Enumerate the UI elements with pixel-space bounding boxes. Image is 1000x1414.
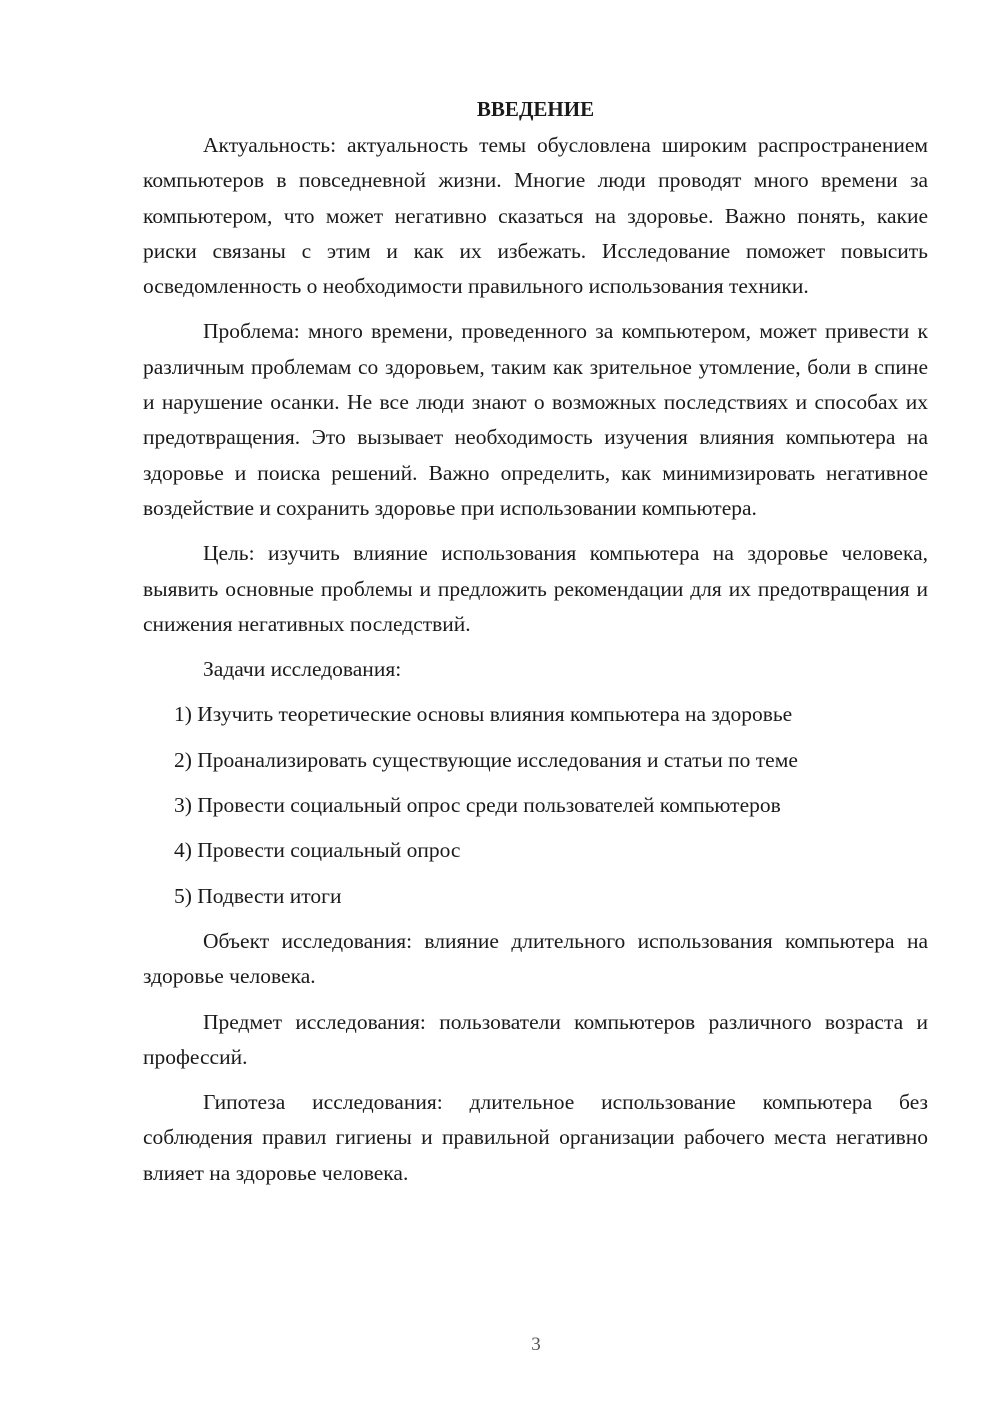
task-item-4: 4) Провести социальный опрос <box>174 838 461 863</box>
paragraph-object: Объект исследования: влияние длительного использования компьютера на здоровье человека. <box>143 928 928 989</box>
paragraph-subject: Предмет исследования: пользователи компьютеров различного возраста и профессий. <box>143 1009 928 1069</box>
paragraph-goal: Цель: изучить влияние использования компьютера на здоровье человека, выявить основные проблемы и предложить рекомендации для их предотвращения и снижения негативных последствий. <box>143 541 928 636</box>
tasks-label: Задачи исследования: <box>203 657 402 682</box>
paragraph-hypothesis: Гипотеза исследования: длительное использование компьютера без соблюдения правил гигиены и правильной организации рабочего места негативно влияет на здоровье человека. <box>143 1090 928 1185</box>
page-number: 3 <box>531 1334 541 1355</box>
paragraph-relevance: Актуальность: актуальность темы обусловлена широким распространением компьютеров в повседневной жизни. Многие люди проводят много времени за компьютером, что может негативно сказаться на здоровье. Важно понять, какие риски связаны с этим и как их избежать. Исследование поможет повысить осведомленность о необходимости правильного использования техники. <box>143 133 928 299</box>
paragraph-problem: Проблема: много времени, проведенного за компьютером, может привести к различным проблемам со здоровьем, таким как зрительное утомление, боли в спине и нарушение осанки. Не все люди знают о возможных последствиях и способах их предотвращения. Это вызывает необходимость изучения влияния компьютера на здоровье и поиска решений. Важно определить, как минимизировать негативное воздействие и сохранить здоровье при использовании компьютера. <box>143 319 928 520</box>
task-item-2: 2) Проанализировать существующие исследования и статьи по теме <box>174 747 798 772</box>
document-page <box>143 92 928 1191</box>
task-item-3: 3) Провести социальный опрос среди пользователей компьютеров <box>174 793 781 818</box>
task-item-5: 5) Подвести итоги <box>174 883 342 908</box>
tasks-list <box>143 697 928 913</box>
section-heading: ВВЕДЕНИЕ <box>476 97 595 121</box>
task-item-1: 1) Изучить теоретические основы влияния компьютера на здоровье <box>174 702 793 727</box>
